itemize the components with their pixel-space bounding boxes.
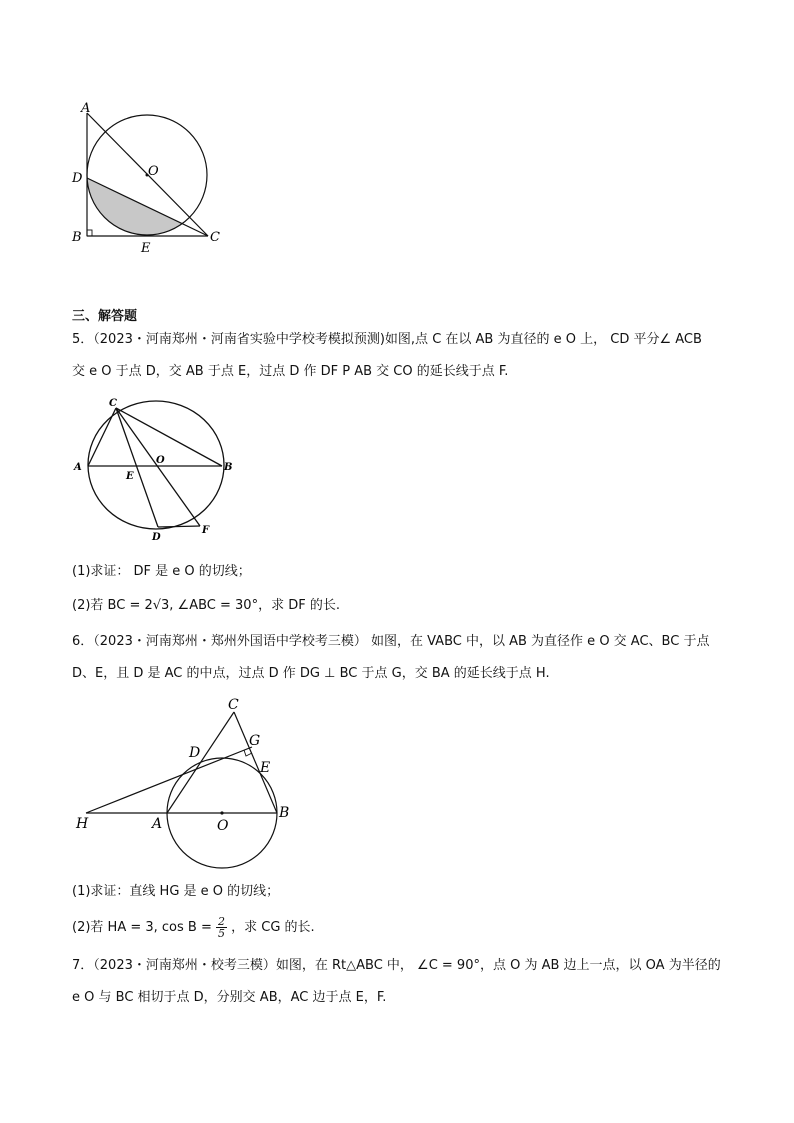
segment-ac bbox=[167, 712, 234, 813]
segment-cd bbox=[116, 408, 158, 527]
label-o: O bbox=[217, 818, 229, 834]
label-d: D bbox=[189, 745, 201, 761]
label-h: H bbox=[76, 816, 89, 832]
label-e: E bbox=[126, 471, 134, 482]
label-e: E bbox=[141, 241, 151, 256]
q6-sub-2-prefix: (2)若 HA = 3, cos B = bbox=[72, 920, 212, 935]
figure-1-diagram bbox=[60, 95, 240, 260]
label-b: B bbox=[279, 805, 290, 821]
label-d: D bbox=[152, 532, 161, 543]
segment-df bbox=[158, 526, 200, 527]
q6-line-1: 6．（2023・河南郑州・郑州外国语中学校考三模） 如图，在 VABC 中，以 AB 为直径作 e O 交 AC、BC 于点 bbox=[72, 634, 710, 649]
fraction-denominator: 5 bbox=[218, 927, 225, 940]
center-dot bbox=[220, 811, 223, 814]
q5-sub-2: (2)若 BC = 2√3, ∠ABC = 30°，求 DF 的长. bbox=[72, 598, 340, 613]
label-d: D bbox=[72, 171, 83, 186]
segment-cf bbox=[116, 408, 200, 526]
q6-sub-2-suffix: ，求 CG 的长. bbox=[231, 920, 315, 935]
label-c: C bbox=[210, 230, 220, 245]
label-f: F bbox=[202, 525, 210, 536]
fraction-numerator: 2 bbox=[218, 915, 225, 928]
q6-sub-2 bbox=[72, 914, 762, 942]
segment-ca bbox=[88, 408, 116, 466]
label-a: A bbox=[74, 462, 82, 473]
right-angle-mark bbox=[87, 230, 92, 236]
label-g: G bbox=[249, 733, 261, 749]
label-o: O bbox=[156, 455, 165, 466]
segment-bc bbox=[234, 712, 277, 813]
label-a: A bbox=[152, 816, 163, 832]
label-b: B bbox=[72, 230, 82, 245]
fraction-two-fifths bbox=[216, 916, 227, 939]
q5-line-2: 交 e O 于点 D，交 AB 于点 E，过点 D 作 DF P AB 交 CO 的延长线于点 F. bbox=[72, 364, 509, 379]
label-b: B bbox=[224, 462, 233, 473]
label-e: E bbox=[260, 760, 271, 776]
section-title: 三、解答题 bbox=[72, 309, 138, 324]
q6-sub-1: (1)求证：直线 HG 是 e O 的切线； bbox=[72, 884, 280, 899]
label-o: O bbox=[148, 164, 159, 179]
q5-sub-1: (1)求证： DF 是 e O 的切线； bbox=[72, 564, 251, 579]
q7-line-1: 7．（2023・河南郑州・校考三模）如图，在 Rt△ABC 中， ∠C = 90°，点 O 为 AB 边上一点，以 OA 为半径的 bbox=[72, 958, 721, 973]
q7-line-2: e O 与 BC 相切于点 D，分别交 AB，AC 边于点 E，F. bbox=[72, 990, 387, 1005]
label-c: C bbox=[228, 697, 239, 713]
segment-cb bbox=[116, 408, 222, 466]
line-hg bbox=[86, 747, 252, 813]
q6-line-2: D、E，且 D 是 AC 的中点，过点 D 作 DG ⊥ BC 于点 G，交 BA 的延长线于点 H. bbox=[72, 666, 550, 681]
figure-q5-diagram bbox=[72, 395, 252, 545]
figure-q6-diagram bbox=[72, 695, 302, 870]
q5-line-1: 5．（2023・河南郑州・河南省实验中学校考模拟预测)如图,点 C 在以 AB 为直径的 e O 上， CD 平分∠ ACB bbox=[72, 332, 702, 347]
label-c: C bbox=[109, 398, 117, 409]
label-a: A bbox=[81, 101, 91, 116]
